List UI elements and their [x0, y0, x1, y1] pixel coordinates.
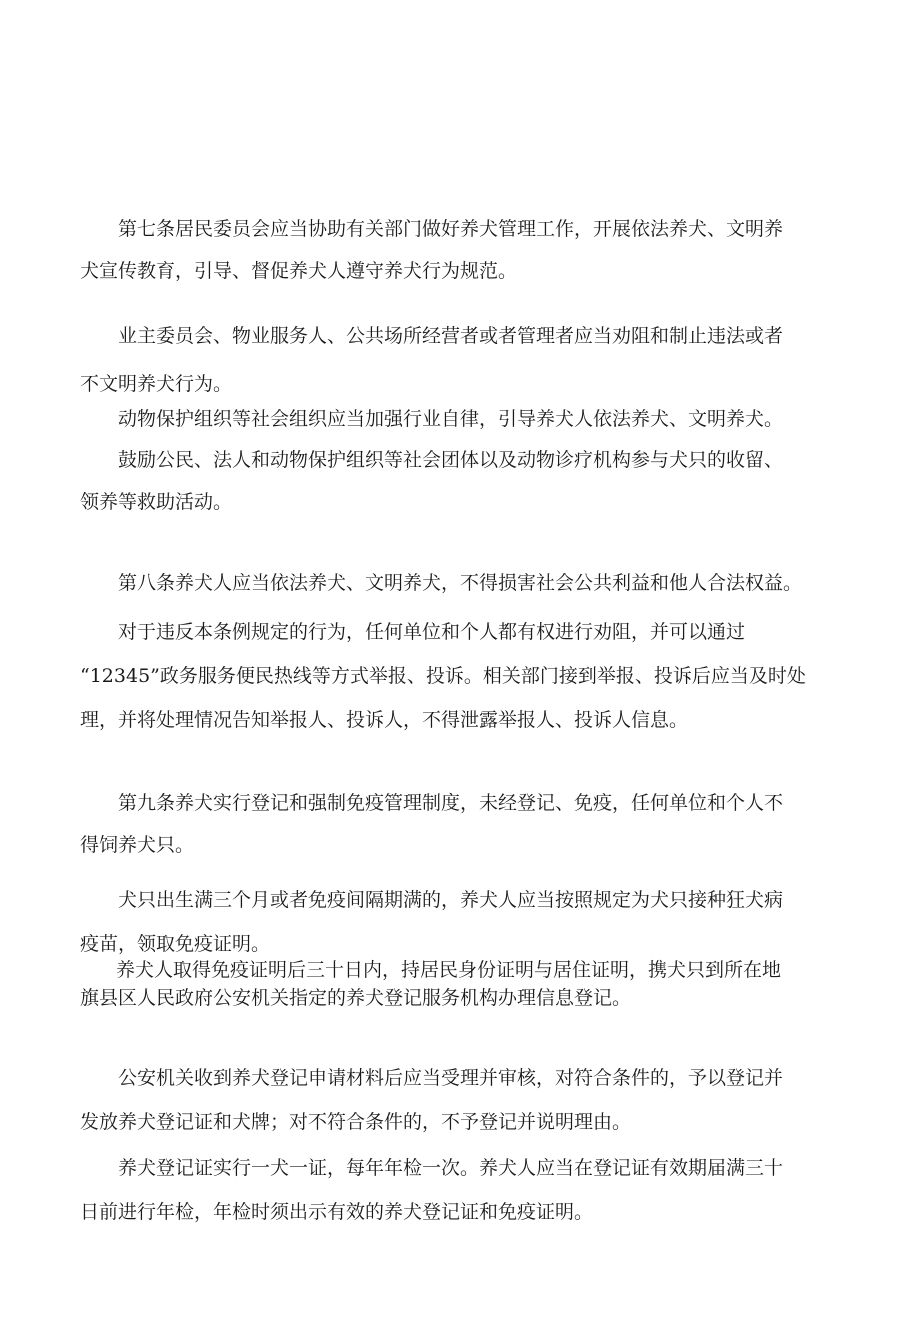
- text-line: 犬宣传教育，引导、督促养犬人遵守养犬行为规范。: [80, 260, 518, 282]
- text-line: “12345”政务服务便民热线等方式举报、投诉。相关部门接到举报、投诉后应当及时处: [80, 665, 806, 687]
- text-line: 对于违反本条例规定的行为，任何单位和个人都有权进行劝阻，并可以通过: [118, 621, 746, 643]
- text-line: 旗县区人民政府公安机关指定的养犬登记服务机构办理信息登记。: [80, 987, 632, 1009]
- text-line: 第九条养犬实行登记和强制免疫管理制度，未经登记、免疫，任何单位和个人不: [118, 792, 784, 814]
- text-line: 动物保护组织等社会组织应当加强行业自律，引导养犬人依法养犬、文明养犬。: [118, 408, 784, 430]
- text-line: 鼓励公民、法人和动物保护组织等社会团体以及动物诊疗机构参与犬只的收留、: [118, 449, 784, 471]
- text-line: 理，并将处理情况告知举报人、投诉人，不得泄露举报人、投诉人信息。: [80, 709, 689, 731]
- text-line: 日前进行年检，年检时须出示有效的养犬登记证和免疫证明。: [80, 1201, 594, 1223]
- text-line: 业主委员会、物业服务人、公共场所经营者或者管理者应当劝阻和制止违法或者: [118, 325, 784, 347]
- text-line: 发放养犬登记证和犬牌；对不符合条件的，不予登记并说明理由。: [80, 1111, 632, 1133]
- text-line: 第八条养犬人应当依法养犬、文明养犬，不得损害社会公共利益和他人合法权益。: [118, 572, 803, 594]
- text-line: 第七条居民委员会应当协助有关部门做好养犬管理工作，开展依法养犬、文明养: [118, 218, 784, 240]
- text-line: 得饲养犬只。: [80, 834, 195, 856]
- text-line: 养犬登记证实行一犬一证，每年年检一次。养犬人应当在登记证有效期届满三十: [118, 1157, 784, 1179]
- text-line: 不文明养犬行为。: [80, 373, 233, 395]
- text-line: 公安机关收到养犬登记申请材料后应当受理并审核，对符合条件的，予以登记并: [118, 1067, 784, 1089]
- text-line: 疫苗，领取免疫证明。: [80, 933, 271, 955]
- text-line: 养犬人取得免疫证明后三十日内，持居民身份证明与居住证明，携犬只到所在地: [116, 959, 782, 981]
- article-9-para-5: [80, 1058, 834, 1322]
- text-line: 领养等救助活动。: [80, 491, 233, 513]
- text-line: 犬只出生满三个月或者免疫间隔期满的，养犬人应当按照规定为犬只接种狂犬病: [118, 889, 784, 911]
